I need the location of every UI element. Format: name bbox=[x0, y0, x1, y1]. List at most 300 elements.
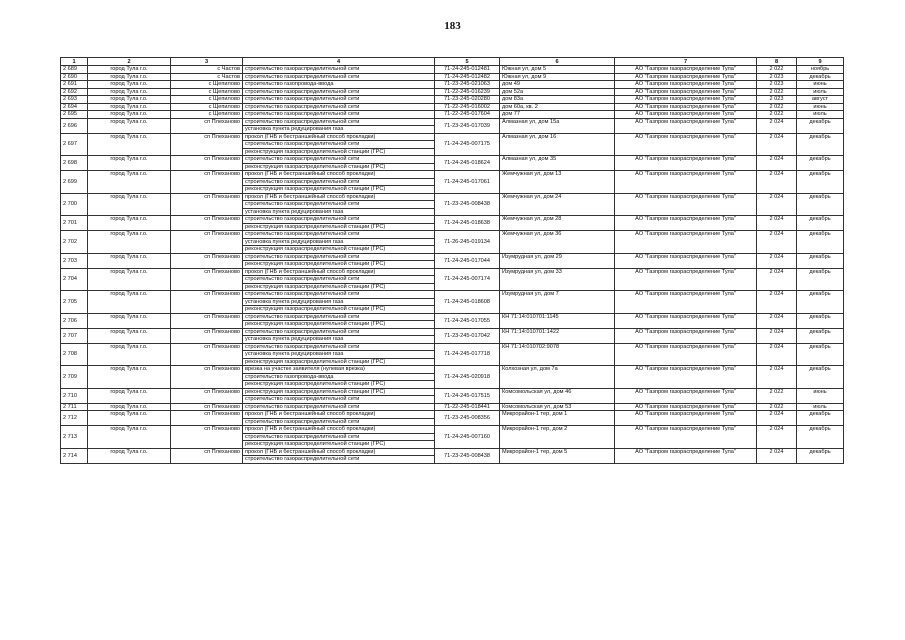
municipality-cell: город Тула г.о. bbox=[88, 291, 171, 314]
work-type-cell: строительство газораспределительной сети bbox=[243, 178, 435, 186]
work-type-cell: реконструкция газораспределительной станции (ГРС) bbox=[243, 261, 435, 269]
row-number: 2 714 bbox=[61, 448, 88, 463]
year-cell: 2 022 bbox=[757, 103, 797, 111]
row-number: 2 703 bbox=[61, 253, 88, 268]
application-code-cell: 71-22-245-017604 bbox=[435, 111, 500, 119]
month-cell: июль bbox=[797, 403, 844, 411]
settlement-cell: сп Плеханово bbox=[171, 403, 243, 411]
address-cell: дом 60а, кв. 2 bbox=[500, 103, 615, 111]
settlement-cell: сп Плеханово bbox=[171, 411, 243, 426]
organization-cell: АО "Газпром газораспределение Тула" bbox=[615, 411, 757, 426]
work-type-cell: строительство газопровода-ввода bbox=[243, 81, 435, 89]
municipality-cell: город Тула г.о. bbox=[88, 133, 171, 156]
table-row bbox=[61, 111, 844, 119]
year-cell: 2 022 bbox=[757, 66, 797, 74]
work-type-cell: строительство газораспределительной сети bbox=[243, 313, 435, 321]
work-type-cell: строительство газораспределительной сети bbox=[243, 328, 435, 336]
table-row bbox=[61, 328, 844, 336]
table-row bbox=[61, 448, 844, 456]
application-code-cell: 71-24-245-018624 bbox=[435, 156, 500, 171]
settlement-cell: сп Плеханово bbox=[171, 118, 243, 133]
organization-cell: АО "Газпром газораспределение Тула" bbox=[615, 111, 757, 119]
municipality-cell: город Тула г.о. bbox=[88, 73, 171, 81]
row-number: 2 693 bbox=[61, 96, 88, 104]
month-cell: июль bbox=[797, 88, 844, 96]
work-type-cell: прокол (ГНБ и бестраншейный способ прокладки) bbox=[243, 133, 435, 141]
application-code-cell: 71-26-245-019134 bbox=[435, 231, 500, 254]
settlement-cell: сп Плеханово bbox=[171, 156, 243, 171]
application-code-cell: 71-24-245-017515 bbox=[435, 388, 500, 403]
municipality-cell: город Тула г.о. bbox=[88, 96, 171, 104]
year-cell: 2 024 bbox=[757, 156, 797, 171]
year-cell: 2 024 bbox=[757, 448, 797, 463]
work-type-cell: реконструкция газораспределительной станции (ГРС) bbox=[243, 358, 435, 366]
application-code-cell: 71-23-245-020280 bbox=[435, 96, 500, 104]
page-number: 183 bbox=[444, 20, 461, 32]
row-number: 2 697 bbox=[61, 133, 88, 156]
organization-cell: АО "Газпром газораспределение Тула" bbox=[615, 291, 757, 314]
work-type-cell: строительство газораспределительной сети bbox=[243, 73, 435, 81]
month-cell: декабрь bbox=[797, 291, 844, 314]
month-cell: декабрь bbox=[797, 328, 844, 343]
application-code-cell: 71-23-245-017039 bbox=[435, 118, 500, 133]
address-cell: Изумрудная ул, дом 33 bbox=[500, 268, 615, 291]
municipality-cell: город Тула г.о. bbox=[88, 111, 171, 119]
row-number: 2 707 bbox=[61, 328, 88, 343]
address-cell: Изумрудная ул, дом 7 bbox=[500, 291, 615, 314]
year-cell: 2 022 bbox=[757, 88, 797, 96]
column-number: 3 bbox=[171, 58, 243, 66]
month-cell: декабрь bbox=[797, 268, 844, 291]
row-number: 2 713 bbox=[61, 426, 88, 449]
row-number: 2 700 bbox=[61, 193, 88, 216]
settlement-cell: сп Плеханово bbox=[171, 448, 243, 463]
municipality-cell: город Тула г.о. bbox=[88, 411, 171, 426]
work-type-cell: реконструкция газораспределительной станции (ГРС) bbox=[243, 321, 435, 329]
work-type-cell: врезка на участке заявителя (нулевая врезка) bbox=[243, 366, 435, 374]
work-type-cell: прокол (ГНБ и бестраншейный способ прокладки) bbox=[243, 268, 435, 276]
municipality-cell: город Тула г.о. bbox=[88, 103, 171, 111]
table-row bbox=[61, 253, 844, 261]
address-cell: КН 71:14:010702:9078 bbox=[500, 343, 615, 366]
organization-cell: АО "Газпром газораспределение Тула" bbox=[615, 403, 757, 411]
work-type-cell: строительство газораспределительной сети bbox=[243, 396, 435, 404]
work-type-cell: прокол (ГНБ и бестраншейный способ прокладки) bbox=[243, 411, 435, 419]
table-row bbox=[61, 171, 844, 179]
settlement-cell: сп Плеханово bbox=[171, 426, 243, 449]
work-type-cell: строительство газораспределительной сети bbox=[243, 141, 435, 149]
work-type-cell: строительство газораспределительной сети bbox=[243, 253, 435, 261]
organization-cell: АО "Газпром газораспределение Тула" bbox=[615, 118, 757, 133]
address-cell: Микрорайон-1 тер, дом 5 bbox=[500, 448, 615, 463]
settlement-cell: сп Плеханово bbox=[171, 388, 243, 403]
year-cell: 2 022 bbox=[757, 403, 797, 411]
year-cell: 2 022 bbox=[757, 111, 797, 119]
address-cell: дом 52а bbox=[500, 88, 615, 96]
work-type-cell: строительство газопровода-ввода bbox=[243, 373, 435, 381]
organization-cell: АО "Газпром газораспределение Тула" bbox=[615, 231, 757, 254]
year-cell: 2 024 bbox=[757, 216, 797, 231]
address-cell: Микрорайон-1 тер, дом 1 bbox=[500, 411, 615, 426]
row-number: 2 701 bbox=[61, 216, 88, 231]
work-type-cell: строительство газораспределительной сети bbox=[243, 343, 435, 351]
month-cell: июнь bbox=[797, 103, 844, 111]
address-cell: дом 49 bbox=[500, 81, 615, 89]
work-type-cell: реконструкция газораспределительной станции (ГРС) bbox=[243, 283, 435, 291]
municipality-cell: город Тула г.о. bbox=[88, 253, 171, 268]
address-cell: дом 77 bbox=[500, 111, 615, 119]
work-type-cell: прокол (ГНБ и бестраншейный способ прокладки) bbox=[243, 193, 435, 201]
municipality-cell: город Тула г.о. bbox=[88, 366, 171, 389]
settlement-cell: сп Плеханово bbox=[171, 231, 243, 254]
table-row bbox=[61, 81, 844, 89]
row-number: 2 708 bbox=[61, 343, 88, 366]
month-cell: декабрь bbox=[797, 193, 844, 216]
organization-cell: АО "Газпром газораспределение Тула" bbox=[615, 156, 757, 171]
work-type-cell: строительство газораспределительной сети bbox=[243, 96, 435, 104]
month-cell: декабрь bbox=[797, 231, 844, 254]
settlement-cell: с Щепилово bbox=[171, 96, 243, 104]
municipality-cell: город Тула г.о. bbox=[88, 403, 171, 411]
column-number-row bbox=[61, 58, 844, 66]
application-code-cell: 71-23-245-021063 bbox=[435, 81, 500, 89]
row-number: 2 696 bbox=[61, 118, 88, 133]
table-row bbox=[61, 88, 844, 96]
organization-cell: АО "Газпром газораспределение Тула" bbox=[615, 103, 757, 111]
row-number: 2 692 bbox=[61, 88, 88, 96]
column-number: 8 bbox=[757, 58, 797, 66]
column-number: 4 bbox=[243, 58, 435, 66]
organization-cell: АО "Газпром газораспределение Тула" bbox=[615, 328, 757, 343]
table-body bbox=[61, 58, 844, 464]
table-row bbox=[61, 193, 844, 201]
month-cell: декабрь bbox=[797, 156, 844, 171]
organization-cell: АО "Газпром газораспределение Тула" bbox=[615, 268, 757, 291]
table-row bbox=[61, 388, 844, 396]
organization-cell: АО "Газпром газораспределение Тула" bbox=[615, 343, 757, 366]
row-number: 2 709 bbox=[61, 366, 88, 389]
organization-cell: АО "Газпром газораспределение Тула" bbox=[615, 73, 757, 81]
row-number: 2 695 bbox=[61, 111, 88, 119]
municipality-cell: город Тула г.о. bbox=[88, 328, 171, 343]
table-row bbox=[61, 426, 844, 434]
settlement-cell: сп Плеханово bbox=[171, 291, 243, 314]
year-cell: 2 024 bbox=[757, 133, 797, 156]
month-cell: декабрь bbox=[797, 133, 844, 156]
work-type-cell: строительство газораспределительной сети bbox=[243, 118, 435, 126]
table-row bbox=[61, 156, 844, 164]
work-type-cell: прокол (ГНБ и бестраншейный способ прокладки) bbox=[243, 426, 435, 434]
work-type-cell: строительство газораспределительной сети bbox=[243, 456, 435, 464]
table-row bbox=[61, 403, 844, 411]
application-code-cell: 71-23-245-017042 bbox=[435, 328, 500, 343]
organization-cell: АО "Газпром газораспределение Тула" bbox=[615, 253, 757, 268]
work-type-cell: строительство газораспределительной сети bbox=[243, 231, 435, 239]
year-cell: 2 024 bbox=[757, 366, 797, 389]
month-cell: декабрь bbox=[797, 448, 844, 463]
work-type-cell: строительство газораспределительной сети bbox=[243, 291, 435, 299]
organization-cell: АО "Газпром газораспределение Тула" bbox=[615, 171, 757, 194]
work-type-cell: прокол (ГНБ и бестраншейный способ прокладки) bbox=[243, 171, 435, 179]
work-type-cell: установка пункта редуцирования газа bbox=[243, 126, 435, 134]
settlement-cell: сп Плеханово bbox=[171, 268, 243, 291]
application-code-cell: 71-24-245-017055 bbox=[435, 313, 500, 328]
municipality-cell: город Тула г.о. bbox=[88, 88, 171, 96]
address-cell: Комсомольская ул, дом 53 bbox=[500, 403, 615, 411]
work-type-cell: строительство газораспределительной сети bbox=[243, 418, 435, 426]
row-number: 2 710 bbox=[61, 388, 88, 403]
year-cell: 2 023 bbox=[757, 96, 797, 104]
month-cell: июнь bbox=[797, 81, 844, 89]
work-type-cell: строительство газораспределительной сети bbox=[243, 433, 435, 441]
row-number: 2 698 bbox=[61, 156, 88, 171]
address-cell: Микрорайон-1 тер, дом 2 bbox=[500, 426, 615, 449]
month-cell: декабрь bbox=[797, 343, 844, 366]
month-cell: ноябрь bbox=[797, 66, 844, 74]
month-cell: декабрь bbox=[797, 366, 844, 389]
organization-cell: АО "Газпром газораспределение Тула" bbox=[615, 96, 757, 104]
year-cell: 2 024 bbox=[757, 253, 797, 268]
year-cell: 2 024 bbox=[757, 426, 797, 449]
row-number: 2 689 bbox=[61, 66, 88, 74]
settlement-cell: сп Плеханово bbox=[171, 216, 243, 231]
table-row bbox=[61, 313, 844, 321]
row-number: 2 691 bbox=[61, 81, 88, 89]
row-number: 2 699 bbox=[61, 171, 88, 194]
organization-cell: АО "Газпром газораспределение Тула" bbox=[615, 81, 757, 89]
work-type-cell: строительство газораспределительной сети bbox=[243, 201, 435, 209]
settlement-cell: с Щепилово bbox=[171, 103, 243, 111]
application-code-cell: 71-24-245-017044 bbox=[435, 253, 500, 268]
work-type-cell: реконструкция газораспределительной станции (ГРС) bbox=[243, 388, 435, 396]
municipality-cell: город Тула г.о. bbox=[88, 171, 171, 194]
year-cell: 2 024 bbox=[757, 343, 797, 366]
year-cell: 2 024 bbox=[757, 411, 797, 426]
month-cell: декабрь bbox=[797, 411, 844, 426]
settlement-cell: сп Плеханово bbox=[171, 171, 243, 194]
municipality-cell: город Тула г.о. bbox=[88, 118, 171, 133]
municipality-cell: город Тула г.о. bbox=[88, 81, 171, 89]
table-row bbox=[61, 66, 844, 74]
municipality-cell: город Тула г.о. bbox=[88, 66, 171, 74]
table-row bbox=[61, 103, 844, 111]
work-type-cell: строительство газораспределительной сети bbox=[243, 156, 435, 164]
address-cell: дом 83а bbox=[500, 96, 615, 104]
application-code-cell: 71-24-245-012482 bbox=[435, 73, 500, 81]
settlement-cell: сп Плеханово bbox=[171, 328, 243, 343]
work-type-cell: реконструкция газораспределительной станции (ГРС) bbox=[243, 306, 435, 314]
organization-cell: АО "Газпром газораспределение Тула" bbox=[615, 448, 757, 463]
municipality-cell: город Тула г.о. bbox=[88, 193, 171, 216]
year-cell: 2 023 bbox=[757, 73, 797, 81]
address-cell: Жемчужная ул, дом 24 bbox=[500, 193, 615, 216]
work-type-cell: строительство газораспределительной сети bbox=[243, 216, 435, 224]
work-type-cell: установка пункта редуцирования газа bbox=[243, 298, 435, 306]
organization-cell: АО "Газпром газораспределение Тула" bbox=[615, 313, 757, 328]
table-row bbox=[61, 133, 844, 141]
row-number: 2 706 bbox=[61, 313, 88, 328]
application-code-cell: 71-24-245-007174 bbox=[435, 268, 500, 291]
municipality-cell: город Тула г.о. bbox=[88, 388, 171, 403]
address-cell: Алмазная ул, дом 35 bbox=[500, 156, 615, 171]
organization-cell: АО "Газпром газораспределение Тула" bbox=[615, 216, 757, 231]
month-cell: декабрь bbox=[797, 73, 844, 81]
column-number: 2 bbox=[88, 58, 171, 66]
application-code-cell: 71-24-245-017061 bbox=[435, 171, 500, 194]
application-code-cell: 71-24-245-012481 bbox=[435, 66, 500, 74]
work-type-cell: реконструкция газораспределительной станции (ГРС) bbox=[243, 246, 435, 254]
application-code-cell: 71-22-245-016002 bbox=[435, 103, 500, 111]
month-cell: август bbox=[797, 96, 844, 104]
table-row bbox=[61, 231, 844, 239]
year-cell: 2 024 bbox=[757, 313, 797, 328]
organization-cell: АО "Газпром газораспределение Тула" bbox=[615, 426, 757, 449]
year-cell: 2 024 bbox=[757, 171, 797, 194]
settlement-cell: с Частов bbox=[171, 73, 243, 81]
address-cell: Южная ул, дом 9 bbox=[500, 73, 615, 81]
work-type-cell: реконструкция газораспределительной станции (ГРС) bbox=[243, 381, 435, 389]
settlement-cell: с Щепилово bbox=[171, 111, 243, 119]
organization-cell: АО "Газпром газораспределение Тула" bbox=[615, 66, 757, 74]
organization-cell: АО "Газпром газораспределение Тула" bbox=[615, 133, 757, 156]
month-cell: декабрь bbox=[797, 118, 844, 133]
table-row bbox=[61, 268, 844, 276]
application-code-cell: 71-24-245-017718 bbox=[435, 343, 500, 366]
work-type-cell: реконструкция газораспределительной станции (ГРС) bbox=[243, 441, 435, 449]
work-type-cell: реконструкция газораспределительной станции (ГРС) bbox=[243, 223, 435, 231]
work-type-cell: строительство газораспределительной сети bbox=[243, 103, 435, 111]
work-type-cell: прокол (ГНБ и бестраншейный способ прокладки) bbox=[243, 448, 435, 456]
year-cell: 2 024 bbox=[757, 231, 797, 254]
work-type-cell: установка пункта редуцирования газа bbox=[243, 351, 435, 359]
work-type-cell: установка пункта редуцирования газа bbox=[243, 208, 435, 216]
work-type-cell: строительство газораспределительной сети bbox=[243, 88, 435, 96]
work-type-cell: реконструкция газораспределительной станции (ГРС) bbox=[243, 163, 435, 171]
address-cell: Алмазная ул, дом 16 bbox=[500, 133, 615, 156]
work-type-cell: реконструкция газораспределительной станции (ГРС) bbox=[243, 148, 435, 156]
address-cell: Алмазная ул, дом 15а bbox=[500, 118, 615, 133]
application-code-cell: 71-23-245-008438 bbox=[435, 448, 500, 463]
table-row bbox=[61, 216, 844, 224]
row-number: 2 690 bbox=[61, 73, 88, 81]
organization-cell: АО "Газпром газораспределение Тула" bbox=[615, 88, 757, 96]
row-number: 2 711 bbox=[61, 403, 88, 411]
row-number: 2 712 bbox=[61, 411, 88, 426]
year-cell: 2 023 bbox=[757, 81, 797, 89]
municipality-cell: город Тула г.о. bbox=[88, 343, 171, 366]
address-cell: Жемчужная ул, дом 36 bbox=[500, 231, 615, 254]
address-cell: КН 71:14:010701:1145 bbox=[500, 313, 615, 328]
month-cell: декабрь bbox=[797, 253, 844, 268]
address-cell: Южная ул, дом 5 bbox=[500, 66, 615, 74]
row-number: 2 702 bbox=[61, 231, 88, 254]
settlement-cell: сп Плеханово bbox=[171, 133, 243, 156]
year-cell: 2 022 bbox=[757, 388, 797, 403]
municipality-cell: город Тула г.о. bbox=[88, 448, 171, 463]
application-code-cell: 71-23-245-008356 bbox=[435, 411, 500, 426]
column-number: 9 bbox=[797, 58, 844, 66]
year-cell: 2 024 bbox=[757, 268, 797, 291]
table-row bbox=[61, 73, 844, 81]
municipality-cell: город Тула г.о. bbox=[88, 231, 171, 254]
table-row bbox=[61, 291, 844, 299]
address-cell: Колхозная ул, дом 7а bbox=[500, 366, 615, 389]
application-code-cell: 71-24-245-018608 bbox=[435, 291, 500, 314]
table-row bbox=[61, 118, 844, 126]
municipality-cell: город Тула г.о. bbox=[88, 268, 171, 291]
year-cell: 2 024 bbox=[757, 193, 797, 216]
application-code-cell: 71-24-245-018638 bbox=[435, 216, 500, 231]
application-code-cell: 71-24-245-007175 bbox=[435, 133, 500, 156]
month-cell: декабрь bbox=[797, 426, 844, 449]
column-number: 6 bbox=[500, 58, 615, 66]
row-number: 2 705 bbox=[61, 291, 88, 314]
settlement-cell: сп Плеханово bbox=[171, 366, 243, 389]
month-cell: декабрь bbox=[797, 171, 844, 194]
column-number: 1 bbox=[61, 58, 88, 66]
month-cell: декабрь bbox=[797, 216, 844, 231]
month-cell: июль bbox=[797, 111, 844, 119]
municipality-cell: город Тула г.о. bbox=[88, 313, 171, 328]
settlement-cell: с Щепилово bbox=[171, 81, 243, 89]
application-code-cell: 71-22-245-016239 bbox=[435, 88, 500, 96]
year-cell: 2 024 bbox=[757, 291, 797, 314]
work-type-cell: установка пункта редуцирования газа bbox=[243, 336, 435, 344]
column-number: 5 bbox=[435, 58, 500, 66]
settlement-cell: сп Плеханово bbox=[171, 343, 243, 366]
application-code-cell: 71-23-245-008438 bbox=[435, 193, 500, 216]
year-cell: 2 024 bbox=[757, 328, 797, 343]
address-cell: Жемчужная ул, дом 13 bbox=[500, 171, 615, 194]
municipality-cell: город Тула г.о. bbox=[88, 156, 171, 171]
address-cell: Изумрудная ул, дом 29 bbox=[500, 253, 615, 268]
work-type-cell: строительство газораспределительной сети bbox=[243, 403, 435, 411]
table-row bbox=[61, 411, 844, 419]
address-cell: Комсомольская ул, дом 46 bbox=[500, 388, 615, 403]
row-number: 2 694 bbox=[61, 103, 88, 111]
table-row bbox=[61, 96, 844, 104]
work-type-cell: строительство газораспределительной сети bbox=[243, 66, 435, 74]
settlement-cell: сп Плеханово bbox=[171, 253, 243, 268]
month-cell: декабрь bbox=[797, 313, 844, 328]
organization-cell: АО "Газпром газораспределение Тула" bbox=[615, 366, 757, 389]
settlement-cell: сп Плеханово bbox=[171, 193, 243, 216]
year-cell: 2 024 bbox=[757, 118, 797, 133]
application-code-cell: 71-24-245-007160 bbox=[435, 426, 500, 449]
column-number: 7 bbox=[615, 58, 757, 66]
address-cell: Жемчужная ул, дом 28 bbox=[500, 216, 615, 231]
settlement-cell: с Частов bbox=[171, 66, 243, 74]
settlement-cell: сп Плеханово bbox=[171, 313, 243, 328]
work-type-cell: строительство газораспределительной сети bbox=[243, 111, 435, 119]
work-type-cell: установка пункта редуцирования газа bbox=[243, 238, 435, 246]
table-row bbox=[61, 343, 844, 351]
row-number: 2 704 bbox=[61, 268, 88, 291]
address-cell: КН 71:14:010701:1422 bbox=[500, 328, 615, 343]
application-code-cell: 71-24-245-020918 bbox=[435, 366, 500, 389]
settlement-cell: с Щепилово bbox=[171, 88, 243, 96]
organization-cell: АО "Газпром газораспределение Тула" bbox=[615, 193, 757, 216]
municipality-cell: город Тула г.о. bbox=[88, 426, 171, 449]
work-type-cell: реконструкция газораспределительной станции (ГРС) bbox=[243, 186, 435, 194]
work-type-cell: строительство газораспределительной сети bbox=[243, 276, 435, 284]
application-code-cell: 71-22-245-018441 bbox=[435, 403, 500, 411]
gasification-table bbox=[60, 57, 844, 464]
organization-cell: АО "Газпром газораспределение Тула" bbox=[615, 388, 757, 403]
table-row bbox=[61, 366, 844, 374]
month-cell: июнь bbox=[797, 388, 844, 403]
municipality-cell: город Тула г.о. bbox=[88, 216, 171, 231]
